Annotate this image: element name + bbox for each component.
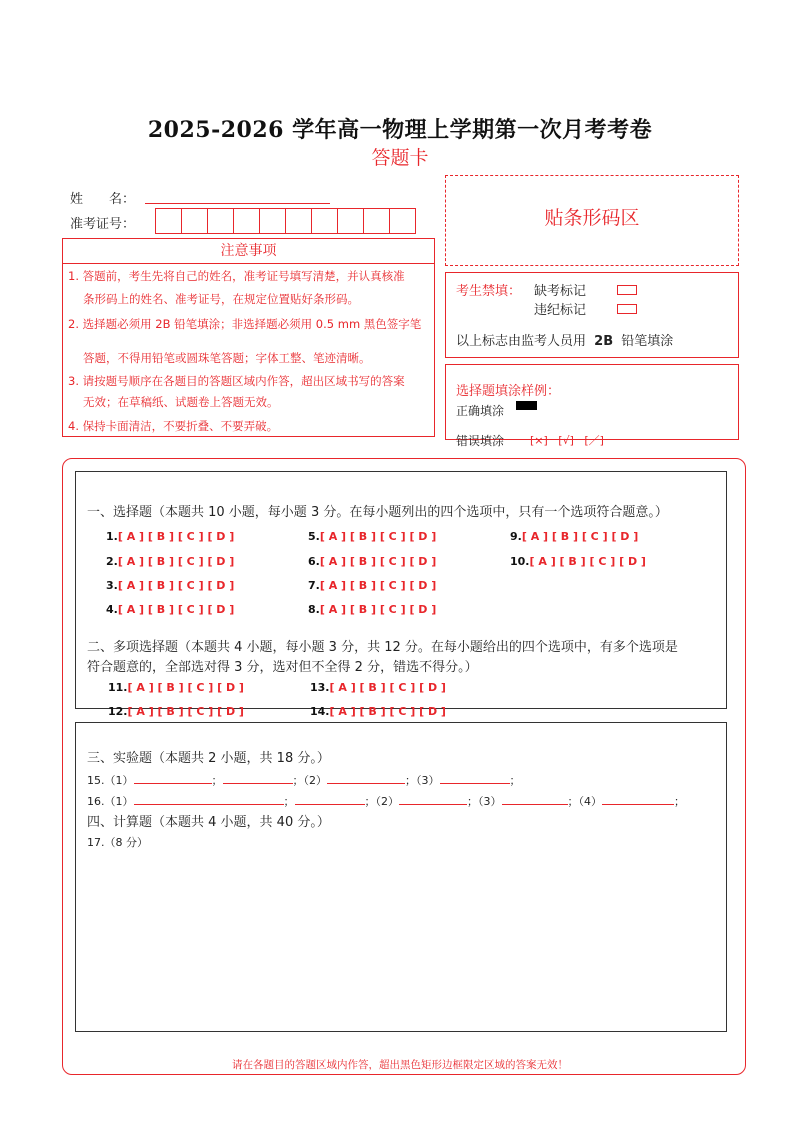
question-options[interactable]: [ A ] [ B ] [ C ] [ D ] <box>117 530 235 543</box>
answer-blank[interactable] <box>295 794 365 805</box>
question-options[interactable]: [ A ] [ B ] [ C ] [ D ] <box>319 603 437 616</box>
exam-id-digit-box[interactable] <box>233 208 260 234</box>
question-options[interactable]: [ A ] [ B ] [ C ] [ D ] <box>117 555 235 568</box>
question-number: 9. <box>510 530 522 543</box>
violation-mark-label: 违纪标记 <box>534 303 587 318</box>
section4-title: 四、计算题（本题共 4 小题，共 40 分。） <box>87 815 330 830</box>
question-2[interactable] <box>106 555 234 568</box>
separator: ； <box>283 795 295 808</box>
question-options[interactable]: [ A ] [ B ] [ C ] [ D ] <box>319 530 437 543</box>
part-label: （4） <box>578 795 602 808</box>
answer-blank[interactable] <box>399 794 467 805</box>
question-5[interactable] <box>308 530 436 543</box>
section2-title-line1: 二、多项选择题（本题共 4 小题，每小题 3 分，共 12 分。在每小题给出的四个选项中，有多个选项是 <box>87 640 678 655</box>
fill-sample-box <box>445 364 739 448</box>
absent-mark-box[interactable] <box>617 285 637 295</box>
question-options[interactable]: [ A ] [ B ] [ C ] [ D ] <box>127 681 244 694</box>
wrong-fill-samples: [×] [√] [／] <box>530 434 604 447</box>
exam-marks-note <box>456 330 673 349</box>
question-number: 8. <box>308 603 320 616</box>
exam-id-digit-box[interactable] <box>259 208 286 234</box>
objective-answer-box <box>75 471 727 718</box>
subjective-answer-box <box>75 722 727 1032</box>
part-label: （1） <box>104 795 134 808</box>
exam-id-digit-box[interactable] <box>311 208 338 234</box>
question-number: 10. <box>510 555 530 568</box>
footer-warning: 请在各题目的答题区域内作答，超出黑色矩形边框限定区域的答案无效！ <box>232 1059 568 1071</box>
name-label: 姓 名： <box>70 192 136 207</box>
question-options[interactable]: [ A ] [ B ] [ C ] [ D ] <box>319 579 437 592</box>
notice-line: 2. 选择题必须用 2B 铅笔填涂；非选择题必须用 0.5 mm 黑色签字笔 <box>68 317 422 331</box>
separator: ； <box>674 795 685 808</box>
correct-fill-sample <box>516 401 537 410</box>
question-6[interactable] <box>308 555 436 568</box>
notice-line: 1. 答题前，考生先将自己的姓名，准考证号填写清楚，并认真核准 <box>68 269 405 283</box>
exam-marks-note-prefix: 以上标志由监考人员用 <box>456 334 587 349</box>
section2-title-line2: 符合题意的，全部选对得 3 分，选对但不全得 2 分，错选不得分。） <box>87 660 478 675</box>
exam-id-digit-box[interactable] <box>207 208 234 234</box>
answer-blank[interactable] <box>134 794 284 805</box>
question-number: 11. <box>108 681 128 694</box>
barcode-area: 贴条形码区 <box>445 175 739 266</box>
question-number: 6. <box>308 555 320 568</box>
question-number: 12. <box>108 705 128 718</box>
question-17-label: 17.（8 分） <box>87 836 148 849</box>
notice-line: 无效；在草稿纸、试题卷上答题无效。 <box>83 395 279 409</box>
question-options[interactable]: [ A ] [ B ] [ C ] [ D ] <box>117 579 235 592</box>
question-10[interactable] <box>510 555 646 568</box>
question-16-row <box>87 793 685 809</box>
question-options[interactable]: [ A ] [ B ] [ C ] [ D ] <box>329 705 446 718</box>
question-options[interactable]: [ A ] [ B ] [ C ] [ D ] <box>127 705 244 718</box>
question-4[interactable] <box>106 603 234 616</box>
fill-sample-title: 选择题填涂样例： <box>456 384 561 399</box>
question-number: 5. <box>308 530 320 543</box>
separator: ； <box>364 795 376 808</box>
notice-line: 3. 请按题号顺序在各题目的答题区域内作答，超出区域书写的答案 <box>68 374 405 388</box>
separator: ； <box>467 795 478 808</box>
question-12[interactable] <box>108 705 244 718</box>
question-7[interactable] <box>308 579 436 592</box>
exam-id-boxes[interactable] <box>155 208 415 234</box>
question-13[interactable] <box>310 681 446 694</box>
question-9[interactable] <box>510 530 638 543</box>
exam-marks-label: 考生禁填： <box>456 284 522 299</box>
question-number: 1. <box>106 530 118 543</box>
separator: ； <box>405 774 416 787</box>
wrong-fill-label: 错误填涂 <box>456 434 505 448</box>
separator: ； <box>211 774 223 787</box>
notice-line: 4. 保持卡面清洁，不要折叠、不要弄破。 <box>68 419 279 433</box>
section3-title: 三、实验题（本题共 2 小题，共 18 分。） <box>87 751 330 766</box>
exam-id-digit-box[interactable] <box>181 208 208 234</box>
page-title: 2025-2026 学年高一物理上学期第一次月考考卷 <box>147 117 653 143</box>
notice-title: 注意事项 <box>63 239 434 264</box>
absent-mark-label: 缺考标记 <box>534 284 587 299</box>
answer-blank[interactable] <box>440 773 510 784</box>
exam-id-digit-box[interactable] <box>389 208 416 234</box>
exam-id-digit-box[interactable] <box>337 208 364 234</box>
question-number: 2. <box>106 555 118 568</box>
question-3[interactable] <box>106 579 234 592</box>
part-label: （3） <box>478 795 502 808</box>
question-17-answer-area[interactable] <box>87 858 715 1023</box>
question-options[interactable]: [ A ] [ B ] [ C ] [ D ] <box>521 530 639 543</box>
exam-id-digit-box[interactable] <box>363 208 390 234</box>
question-options[interactable]: [ A ] [ B ] [ C ] [ D ] <box>329 681 446 694</box>
question-14[interactable] <box>310 705 446 718</box>
name-field[interactable] <box>145 202 330 204</box>
notice-box <box>62 238 435 437</box>
question-options[interactable]: [ A ] [ B ] [ C ] [ D ] <box>529 555 646 568</box>
answer-blank[interactable] <box>134 773 212 784</box>
section1-title: 一、选择题（本题共 10 小题，每小题 3 分。在每小题列出的四个选项中，只有一个选项符合题意。） <box>87 505 668 520</box>
question-number: 15. <box>87 774 105 787</box>
correct-fill-label: 正确填涂 <box>456 404 505 418</box>
question-11[interactable] <box>108 681 244 694</box>
question-options[interactable]: [ A ] [ B ] [ C ] [ D ] <box>117 603 235 616</box>
violation-mark-box[interactable] <box>617 304 637 314</box>
separator: ； <box>509 774 521 787</box>
page-subtitle: 答题卡 <box>371 147 429 169</box>
exam-id-digit-box[interactable] <box>155 208 182 234</box>
exam-marks-note-suffix: 铅笔填涂 <box>621 334 674 349</box>
question-8[interactable] <box>308 603 436 616</box>
exam-marks-note-bold: 2B <box>594 334 614 349</box>
exam-marks-box <box>445 272 739 358</box>
notice-line: 答题，不得用铅笔或圆珠笔答题；字体工整、笔迹清晰。 <box>83 351 371 365</box>
question-number: 13. <box>310 681 330 694</box>
answer-blank[interactable] <box>602 794 674 805</box>
question-number: 16. <box>87 795 105 808</box>
exam-id-digit-box[interactable] <box>285 208 312 234</box>
part-label: （2） <box>303 774 327 787</box>
answer-blank[interactable] <box>327 773 405 784</box>
separator: ； <box>567 795 579 808</box>
question-number: 4. <box>106 603 118 616</box>
exam-id-label: 准考证号： <box>70 217 136 232</box>
notice-line: 条形码上的姓名、准考证号，在规定位置贴好条形码。 <box>83 292 359 306</box>
part-label: （3） <box>416 774 440 787</box>
question-number: 3. <box>106 579 118 592</box>
question-number: 14. <box>310 705 330 718</box>
question-1[interactable] <box>106 530 234 543</box>
answer-blank[interactable] <box>502 794 568 805</box>
question-15-row <box>87 772 521 788</box>
part-label: （1） <box>104 774 134 787</box>
separator: ； <box>292 774 304 787</box>
part-label: （2） <box>375 795 399 808</box>
answer-blank[interactable] <box>223 773 293 784</box>
question-options[interactable]: [ A ] [ B ] [ C ] [ D ] <box>319 555 437 568</box>
question-number: 7. <box>308 579 320 592</box>
